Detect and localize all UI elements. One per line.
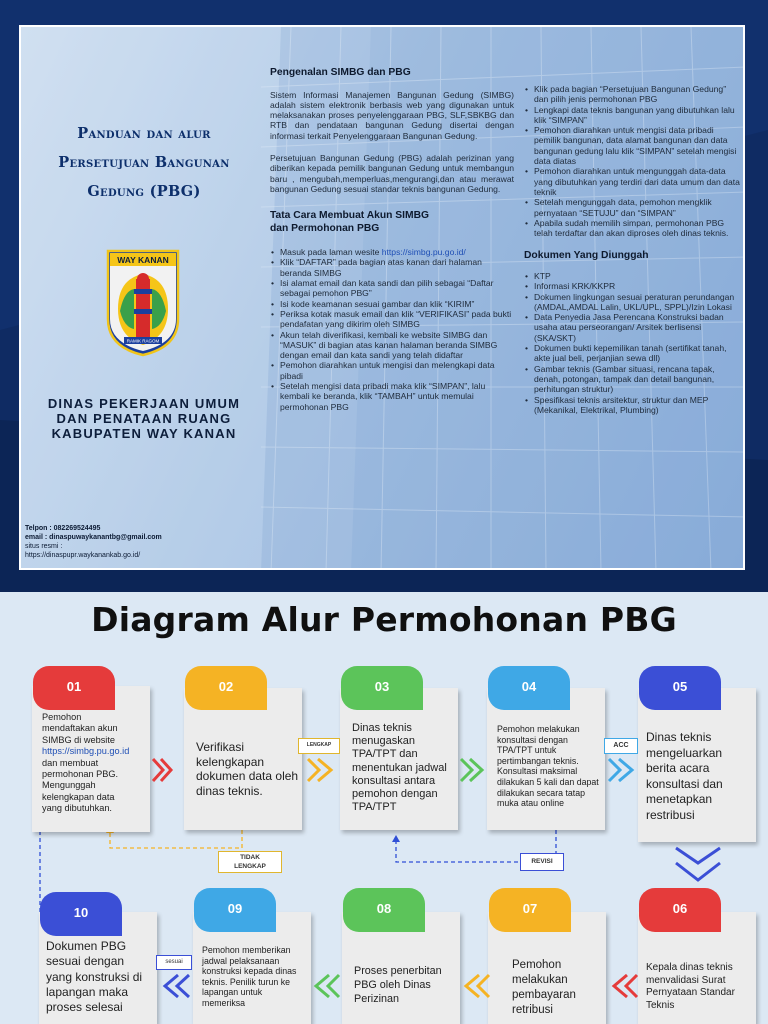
list-item: • Setelah mengunggah data, pemohon mengklik pernyataan “SETUJU” dan “SIMPAN” — [524, 197, 740, 218]
step-01-line: Mengunggah — [42, 780, 96, 791]
contact-site-label: situs resmi : — [25, 543, 63, 550]
label-lengkap: LENGKAP — [298, 738, 340, 754]
list-item: • Periksa kotak masuk email dan klik “VERIFIKASI” pada bukti pendafatan yang dikirim oleh SIMBG — [270, 309, 514, 330]
application-steps-list — [524, 84, 740, 238]
step-01-line: permohonan PBG. — [42, 769, 119, 780]
intro-heading: Pengenalan SIMBG dan PBG — [270, 67, 411, 78]
list-item: • Informasi KRK/KKPR — [524, 281, 740, 291]
arrow-left-icon — [610, 972, 640, 1000]
department-line-3: KABUPATEN WAY KANAN — [51, 426, 237, 441]
list-item: • Pemohon diarahkan untuk mengisi data pribadi pemilik bangunan, data alamat bangunan dan data bangunan gedung lalu klik “SIMPAN” setelah mengisi data diatas — [524, 125, 740, 166]
arrow-right-icon — [458, 756, 486, 784]
simbg-link[interactable]: https://simbg.pu.go.id/ — [381, 247, 466, 258]
list-item — [270, 247, 514, 257]
steps-column — [524, 84, 740, 415]
list-item: • Gambar teknis (Gambar situasi, rencana tapak, denah, potongan, tampak dan detail bangunan, perhitungan struktur) — [524, 364, 740, 395]
list-item: • Klik pada bagian “Persetujuan Bangunan Gedung” dan pilih jenis permohonan PBG — [524, 84, 740, 105]
step-10-text: Dokumen PBG sesuai dengan yang konstruksi di lapangan maka proses selesai — [46, 939, 143, 1015]
step-04-text: Pemohon melakukan konsultasi dengan TPA/TPT untuk pertimbangan teknis. Konsultasi maksimal dilakukan 5 kali dan dapat dilakukan secara tatap muka atau online — [497, 724, 599, 809]
account-heading-line-2: dan Permohonan PBG — [270, 222, 380, 234]
list-item: • Pemohon diarahkan untuk mengisi dan melengkapi data pibadi — [270, 360, 514, 381]
list-item-text: Masuk pada laman wesite — [280, 247, 382, 258]
department-line-1: DINAS PEKERJAAN UMUM — [47, 396, 241, 411]
step-01-tab: 01 — [33, 666, 115, 710]
list-item: • Isi kode keamanan sesuai gambar dan klik “KIRIM” — [270, 299, 514, 309]
arrow-right-icon — [606, 756, 636, 784]
arrow-right-icon — [305, 756, 335, 784]
step-08-tab: 08 — [343, 888, 425, 932]
list-item: • Pemohon diarahkan untuk mengunggah data-data yang dibutuhkan yang terdiri dari data umum dan data teknik — [524, 166, 740, 197]
label-acc: ACC — [604, 738, 638, 754]
step-01-line: Pemohon — [42, 712, 82, 722]
step-01-text — [42, 712, 150, 815]
contact-email[interactable]: email : dinaspuwaykanantbg@gmail.com — [25, 534, 162, 541]
brochure-frame — [19, 25, 745, 570]
step-01-link[interactable]: https://simbg.pu.go.id — [42, 746, 130, 757]
flow-title: Diagram Alur Permohonan PBG — [91, 600, 677, 639]
title-line-1: Panduan dan alur — [77, 125, 211, 142]
department-line-2: DAN PENATAAN RUANG — [56, 411, 232, 426]
label-sesuai: sesuai — [156, 955, 192, 970]
label-tidak: TIDAK — [240, 854, 260, 861]
account-steps-list — [270, 247, 514, 412]
logo-subtext: RAMIK RAGOM — [126, 338, 160, 344]
list-item: • KTP — [524, 271, 740, 281]
arrow-left-icon — [462, 972, 492, 1000]
label-revisi: REVISI — [520, 853, 564, 871]
step-06-tab: 06 — [639, 888, 721, 932]
step-05-tab: 05 — [639, 666, 721, 710]
title-line-2: Persetujuan Bangunan — [58, 154, 230, 171]
step-03-tab: 03 — [341, 666, 423, 710]
step-01-line: mendaftakan akun — [42, 723, 118, 734]
step-10-tab: 10 — [40, 892, 122, 936]
department-name — [33, 396, 255, 441]
label-tidak-lengkap — [218, 851, 282, 873]
list-item: • Lengkapi data teknis bangunan yang dibutuhkan lalu klik “SIMPAN” — [524, 105, 740, 126]
contact-phone: Telpon : 082269524495 — [25, 525, 101, 532]
intro-column — [270, 67, 514, 412]
step-04-tab: 04 — [488, 666, 570, 710]
intro-paragraph-2: Persetujuan Bangunan Gedung (PBG) adalah perizinan yang diberikan kepada pemilik bangunan Gedung untuk membangun baru , mengubah,memperluas,mengurangi,dan atau merawat bangunan Gedung sesuai standar teknis bangunan Gedung. — [270, 152, 514, 194]
contact-site-url[interactable]: https://dinaspupr.waykanankab.go.id/ — [25, 552, 141, 559]
step-09-tab: 09 — [194, 888, 276, 932]
arrow-left-icon — [160, 972, 192, 1000]
arrow-left-icon — [312, 972, 342, 1000]
step-07-text: Pemohon melakukan pembayaran retribusi — [512, 959, 576, 1016]
step-07-tab: 07 — [489, 888, 571, 932]
account-heading-line-1: Tata Cara Membuat Akun SIMBG — [270, 210, 430, 222]
intro-paragraph-1: Sistem Informasi Manajemen Bangunan Gedung (SIMBG) adalah sistem elektronik berbasis web yang digunakan untuk melaksanakan proses penyelenggaraan PBG, SLF,SBKBG dan RTB dan pendataan bangunan Gedung disertai dengan informasi terkait Penyelenggaraan Bangunan Gedung. — [270, 89, 514, 141]
step-09-text: Pemohon memberikan jadwal pelaksanaan konstruksi kepada dinas teknis. Penilik turun ke lapangan untuk memeriksa — [202, 945, 297, 1008]
step-05-text: Dinas teknis mengeluarkan berita acara konsultasi dan menetapkan restribusi — [646, 730, 723, 822]
list-item: • Dokumen bukti kepemilikan tanah (sertifikat tanah, akte jual beli, perjanjian sewa dll) — [524, 343, 740, 364]
step-03-text: Dinas teknis menugaskan TPA/TPT dan menentukan jadwal konsultasi antara pemohon dengan TPA/TPT — [352, 722, 447, 814]
contact-info — [25, 524, 162, 560]
step-08-text: Proses penerbitan PBG oleh Dinas Perizinan — [354, 965, 442, 1005]
title-line-3: Gedung (PBG) — [87, 183, 201, 200]
list-item: • Setelah mengisi data pribadi maka klik “SIMPAN”, lalu kembali ke beranda, klik “TAMBAH” untuk memulai permohonan PBG — [270, 381, 514, 412]
step-06-text: Kepala dinas teknis menvalidasi Surat Pernyataan Standar Teknis — [646, 962, 735, 1011]
step-01-line: dan membuat — [42, 757, 99, 768]
list-item: • Akun telah diverifikasi, kembali ke website SIMBG dan “MASUK” di bagian atas kanan halaman beranda SIMBG dengan email dan kata sandi yang telah didaftar — [270, 330, 514, 361]
logo-text: WAY KANAN — [117, 255, 169, 265]
brochure-title — [33, 119, 255, 206]
list-item: • Data Penyedia Jasa Perencana Konstruksi badan usaha atau perseorangan/ Arsitek berlisensi (SKA/SKT) — [524, 312, 740, 343]
list-item: • Isi alamat email dan kata sandi dan pilih sebagai “Daftar sebagai pemohon PBG” — [270, 278, 514, 299]
arrow-right-icon — [150, 756, 174, 784]
list-item: • Klik “DAFTAR” pada bagian atas kanan dari halaman beranda SIMBG — [270, 257, 514, 278]
documents-heading: Dokumen Yang Diunggah — [524, 250, 649, 262]
list-item: • Dokumen lingkungan sesuai peraturan perundangan (AMDAL,AMDAL Lalin, UKL/UPL, SPPL)/Izin Lokasi — [524, 292, 740, 313]
arrow-down-icon — [673, 845, 723, 885]
way-kanan-logo — [106, 249, 180, 357]
documents-list — [524, 271, 740, 415]
label-lengkap-2: LENGKAP — [234, 863, 266, 870]
step-01-line: kelengkapan data — [42, 791, 115, 802]
step-02-tab: 02 — [185, 666, 267, 710]
step-01-line: yang dibutuhkan. — [42, 803, 112, 814]
list-item: • Apabila sudah memilih simpan, permohonan PBG telah terdaftar dan akan diproses oleh dinas teknis. — [524, 218, 740, 239]
account-heading — [270, 210, 514, 235]
list-item: • Spesifikasi teknis arsitektur, struktur dan MEP (Mekanikal, Elektrikal, Plumbing) — [524, 395, 740, 416]
step-01-line: SIMBG di website — [42, 734, 116, 745]
step-02-text: Verifikasi kelengkapan dokumen data oleh dinas teknis. — [196, 740, 299, 798]
